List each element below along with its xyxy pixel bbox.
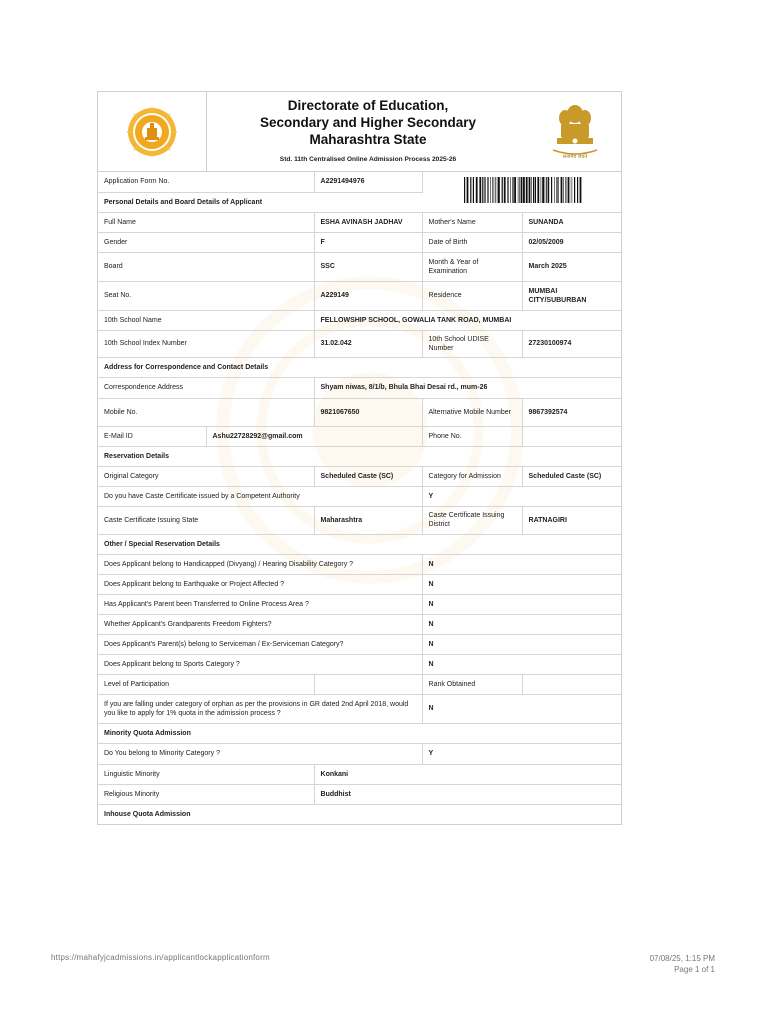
minority-value: Y bbox=[422, 743, 621, 764]
serviceman-label: Does Applicant's Parent(s) belong to Serviceman / Ex-Serviceman Category? bbox=[98, 634, 422, 654]
address-label: Correspondence Address bbox=[98, 377, 314, 398]
transferred-label: Has Applicant's Parent been Transferred to Online Process Area ? bbox=[98, 594, 422, 614]
table-row bbox=[98, 614, 621, 634]
linguistic-value: Konkani bbox=[314, 764, 621, 784]
handicapped-label: Does Applicant belong to Handicapped (Divyang) / Hearing Disability Category ? bbox=[98, 554, 422, 574]
form-header bbox=[98, 92, 621, 172]
table-row bbox=[98, 554, 621, 574]
gender-value: F bbox=[314, 232, 422, 252]
freedom-value: N bbox=[422, 614, 621, 634]
handicapped-value: N bbox=[422, 554, 621, 574]
section-address: Address for Correspondence and Contact Details bbox=[98, 357, 621, 377]
caste-cert-label: Do you have Caste Certificate issued by a Competent Authority bbox=[98, 486, 422, 506]
seat-value: A229149 bbox=[314, 281, 422, 310]
table-row bbox=[98, 252, 621, 281]
table-row bbox=[98, 330, 621, 357]
section-inhouse: Inhouse Quota Admission bbox=[98, 804, 621, 824]
table-row bbox=[98, 281, 621, 310]
table-row bbox=[98, 232, 621, 252]
school-index-value: 31.02.042 bbox=[314, 330, 422, 357]
table-row bbox=[98, 446, 621, 466]
table-row bbox=[98, 377, 621, 398]
table-row bbox=[98, 723, 621, 743]
orphan-value: N bbox=[422, 694, 621, 723]
table-row bbox=[98, 764, 621, 784]
table-row bbox=[98, 466, 621, 486]
table-row bbox=[98, 804, 621, 824]
seal-icon bbox=[126, 106, 178, 158]
linguistic-label: Linguistic Minority bbox=[98, 764, 314, 784]
freedom-label: Whether Applicant's Grandparents Freedom Fighters? bbox=[98, 614, 422, 634]
alt-mobile-value: 9867392574 bbox=[522, 398, 621, 426]
participation-label: Level of Participation bbox=[98, 674, 314, 694]
table-row bbox=[98, 426, 621, 446]
cert-district-value: RATNAGIRI bbox=[522, 506, 621, 534]
table-row bbox=[98, 212, 621, 232]
table-row bbox=[98, 743, 621, 764]
seat-label: Seat No. bbox=[98, 281, 314, 310]
earthquake-value: N bbox=[422, 574, 621, 594]
board-label: Board bbox=[98, 252, 314, 281]
mobile-value: 9821067650 bbox=[314, 398, 422, 426]
cert-state-label: Caste Certificate Issuing State bbox=[98, 506, 314, 534]
rank-label: Rank Obtained bbox=[422, 674, 522, 694]
footer-datetime: 07/08/25, 1:15 PM bbox=[649, 954, 715, 963]
residence-value: MUMBAI CITY/SUBURBAN bbox=[522, 281, 621, 310]
table-row bbox=[98, 357, 621, 377]
caste-cert-value: Y bbox=[422, 486, 621, 506]
address-value: Shyam niwas, 8/1/b, Bhula Bhai Desai rd., mum-26 bbox=[314, 377, 621, 398]
alt-mobile-label: Alternative Mobile Number bbox=[422, 398, 522, 426]
header-title-line2: Secondary and Higher Secondary bbox=[259, 115, 477, 130]
admission-category-label: Category for Admission bbox=[422, 466, 522, 486]
phone-value bbox=[522, 426, 621, 446]
udise-label: 10th School UDISE Number bbox=[422, 330, 522, 357]
mobile-label: Mobile No. bbox=[98, 398, 314, 426]
participation-value bbox=[314, 674, 422, 694]
table-row bbox=[98, 534, 621, 554]
table-row bbox=[98, 694, 621, 723]
header-subtitle: Std. 11th Centralised Online Admission Process 2025-26 bbox=[279, 156, 457, 163]
table-row bbox=[98, 486, 621, 506]
religious-label: Religious Minority bbox=[98, 784, 314, 804]
national-emblem-logo bbox=[529, 92, 621, 171]
cert-state-value: Maharashtra bbox=[314, 506, 422, 534]
application-form-value: A2291494976 bbox=[314, 172, 422, 192]
footer-page-number: Page 1 of 1 bbox=[674, 965, 715, 974]
header-title-line3: Maharashtra State bbox=[309, 132, 427, 147]
table-row bbox=[98, 634, 621, 654]
table-row bbox=[98, 674, 621, 694]
mother-name-value: SUNANDA bbox=[522, 212, 621, 232]
residence-label: Residence bbox=[422, 281, 522, 310]
email-label: E-Mail ID bbox=[98, 426, 206, 446]
full-name-value: ESHA AVINASH JADHAV bbox=[314, 212, 422, 232]
school-name-label: 10th School Name bbox=[98, 310, 314, 330]
sports-value: N bbox=[422, 654, 621, 674]
serviceman-value: N bbox=[422, 634, 621, 654]
section-reservation: Reservation Details bbox=[98, 446, 621, 466]
orig-category-label: Original Category bbox=[98, 466, 314, 486]
transferred-value: N bbox=[422, 594, 621, 614]
section-personal-details: Personal Details and Board Details of Applicant bbox=[98, 192, 422, 212]
orig-category-value: Scheduled Caste (SC) bbox=[314, 466, 422, 486]
details-table bbox=[98, 172, 621, 824]
table-row bbox=[98, 172, 621, 192]
email-value: Ashu22728292@gmail.com bbox=[206, 426, 422, 446]
barcode-icon bbox=[462, 177, 582, 203]
table-row bbox=[98, 654, 621, 674]
table-row bbox=[98, 594, 621, 614]
section-minority: Minority Quota Admission bbox=[98, 723, 621, 743]
footer-datetime-block bbox=[650, 953, 715, 975]
board-value: SSC bbox=[314, 252, 422, 281]
table-row bbox=[98, 506, 621, 534]
religious-value: Buddhist bbox=[314, 784, 621, 804]
school-name-value: FELLOWSHIP SCHOOL, GOWALIA TANK ROAD, MUMBAI bbox=[314, 310, 621, 330]
minority-label: Do You belong to Minority Category ? bbox=[98, 743, 422, 764]
exam-label: Month & Year of Examination bbox=[422, 252, 522, 281]
table-row bbox=[98, 398, 621, 426]
earthquake-label: Does Applicant belong to Earthquake or Project Affected ? bbox=[98, 574, 422, 594]
school-index-label: 10th School Index Number bbox=[98, 330, 314, 357]
sports-label: Does Applicant belong to Sports Category ? bbox=[98, 654, 422, 674]
application-form bbox=[97, 91, 622, 825]
exam-value: March 2025 bbox=[522, 252, 621, 281]
section-special-reservation: Other / Special Reservation Details bbox=[98, 534, 621, 554]
full-name-label: Full Name bbox=[98, 212, 314, 232]
ashoka-emblem-icon bbox=[547, 100, 603, 164]
dob-label: Date of Birth bbox=[422, 232, 522, 252]
table-row bbox=[98, 310, 621, 330]
phone-label: Phone No. bbox=[422, 426, 522, 446]
admission-category-value: Scheduled Caste (SC) bbox=[522, 466, 621, 486]
dob-value: 02/05/2009 bbox=[522, 232, 621, 252]
table-row bbox=[98, 784, 621, 804]
mother-name-label: Mother's Name bbox=[422, 212, 522, 232]
orphan-label: If you are falling under category of orphan as per the provisions in GR dated 2nd April 2018, would you like to apply for 1% quota in the admission process ? bbox=[98, 694, 422, 723]
footer-url: https://mahafyjcadmissions.in/applicantlockapplicationform bbox=[51, 953, 270, 962]
application-form-label: Application Form No. bbox=[98, 172, 314, 192]
rank-value bbox=[522, 674, 621, 694]
cert-district-label: Caste Certificate Issuing District bbox=[422, 506, 522, 534]
maharashtra-seal-logo bbox=[98, 92, 207, 171]
header-title-line1: Directorate of Education, bbox=[287, 98, 449, 113]
udise-value: 27230100974 bbox=[522, 330, 621, 357]
gender-label: Gender bbox=[98, 232, 314, 252]
barcode bbox=[422, 172, 621, 212]
emblem-motto: सत्यमेव जयते bbox=[562, 153, 588, 160]
table-row bbox=[98, 574, 621, 594]
